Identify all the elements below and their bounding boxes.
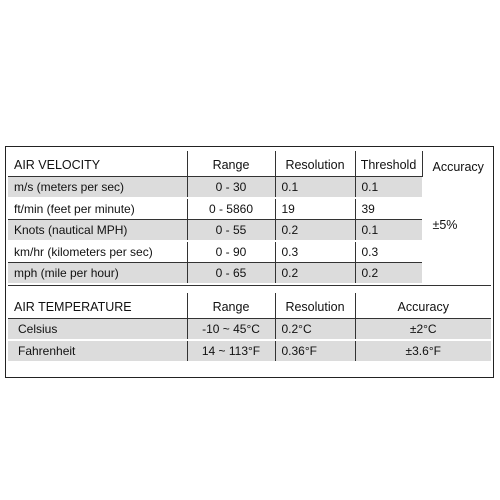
velocity-range-header: Range — [187, 151, 275, 177]
section-divider — [8, 285, 491, 286]
temperature-resolution: 0.2°C — [275, 319, 355, 341]
velocity-threshold-header: Threshold — [355, 151, 422, 177]
air-temperature-table — [8, 293, 491, 363]
velocity-range: 0 - 55 — [187, 220, 275, 242]
velocity-unit: mph (mile per hour) — [8, 263, 187, 285]
velocity-range: 0 - 5860 — [187, 198, 275, 220]
table-row — [8, 263, 491, 285]
velocity-range: 0 - 65 — [187, 263, 275, 285]
temperature-unit: Celsius — [8, 319, 187, 341]
temperature-accuracy: ±3.6°F — [355, 340, 491, 362]
table-row — [8, 220, 491, 242]
temperature-accuracy-header: Accuracy — [355, 293, 491, 319]
velocity-threshold: 0.3 — [355, 241, 422, 263]
table-row — [8, 198, 491, 220]
table-row — [8, 319, 491, 341]
velocity-threshold: 0.1 — [355, 177, 422, 199]
velocity-unit: m/s (meters per sec) — [8, 177, 187, 199]
velocity-resolution: 0.3 — [275, 241, 355, 263]
velocity-accuracy-header: Accuracy — [432, 160, 484, 174]
velocity-accuracy-cell — [422, 151, 491, 284]
velocity-resolution: 19 — [275, 198, 355, 220]
air-temperature-header-row — [8, 293, 491, 319]
velocity-range: 0 - 30 — [187, 177, 275, 199]
velocity-accuracy-value: ±5% — [432, 218, 458, 232]
temperature-unit: Fahrenheit — [8, 340, 187, 362]
velocity-resolution: 0.1 — [275, 177, 355, 199]
temperature-range: -10 ~ 45°C — [187, 319, 275, 341]
velocity-resolution: 0.2 — [275, 220, 355, 242]
temperature-accuracy: ±2°C — [355, 319, 491, 341]
velocity-threshold: 0.2 — [355, 263, 422, 285]
table-row — [8, 340, 491, 362]
temperature-resolution-header: Resolution — [275, 293, 355, 319]
air-velocity-title: AIR VELOCITY — [8, 151, 187, 177]
velocity-unit: Knots (nautical MPH) — [8, 220, 187, 242]
velocity-unit: km/hr (kilometers per sec) — [8, 241, 187, 263]
air-velocity-header-row — [8, 151, 491, 177]
velocity-threshold: 0.1 — [355, 220, 422, 242]
temperature-range-header: Range — [187, 293, 275, 319]
table-row — [8, 241, 491, 263]
velocity-resolution-header: Resolution — [275, 151, 355, 177]
velocity-resolution: 0.2 — [275, 263, 355, 285]
air-velocity-table — [8, 151, 491, 285]
temperature-range: 14 ~ 113°F — [187, 340, 275, 362]
velocity-threshold: 39 — [355, 198, 422, 220]
air-temperature-title: AIR TEMPERATURE — [8, 293, 187, 319]
velocity-range: 0 - 90 — [187, 241, 275, 263]
velocity-unit: ft/min (feet per minute) — [8, 198, 187, 220]
table-row — [8, 177, 491, 199]
temperature-resolution: 0.36°F — [275, 340, 355, 362]
